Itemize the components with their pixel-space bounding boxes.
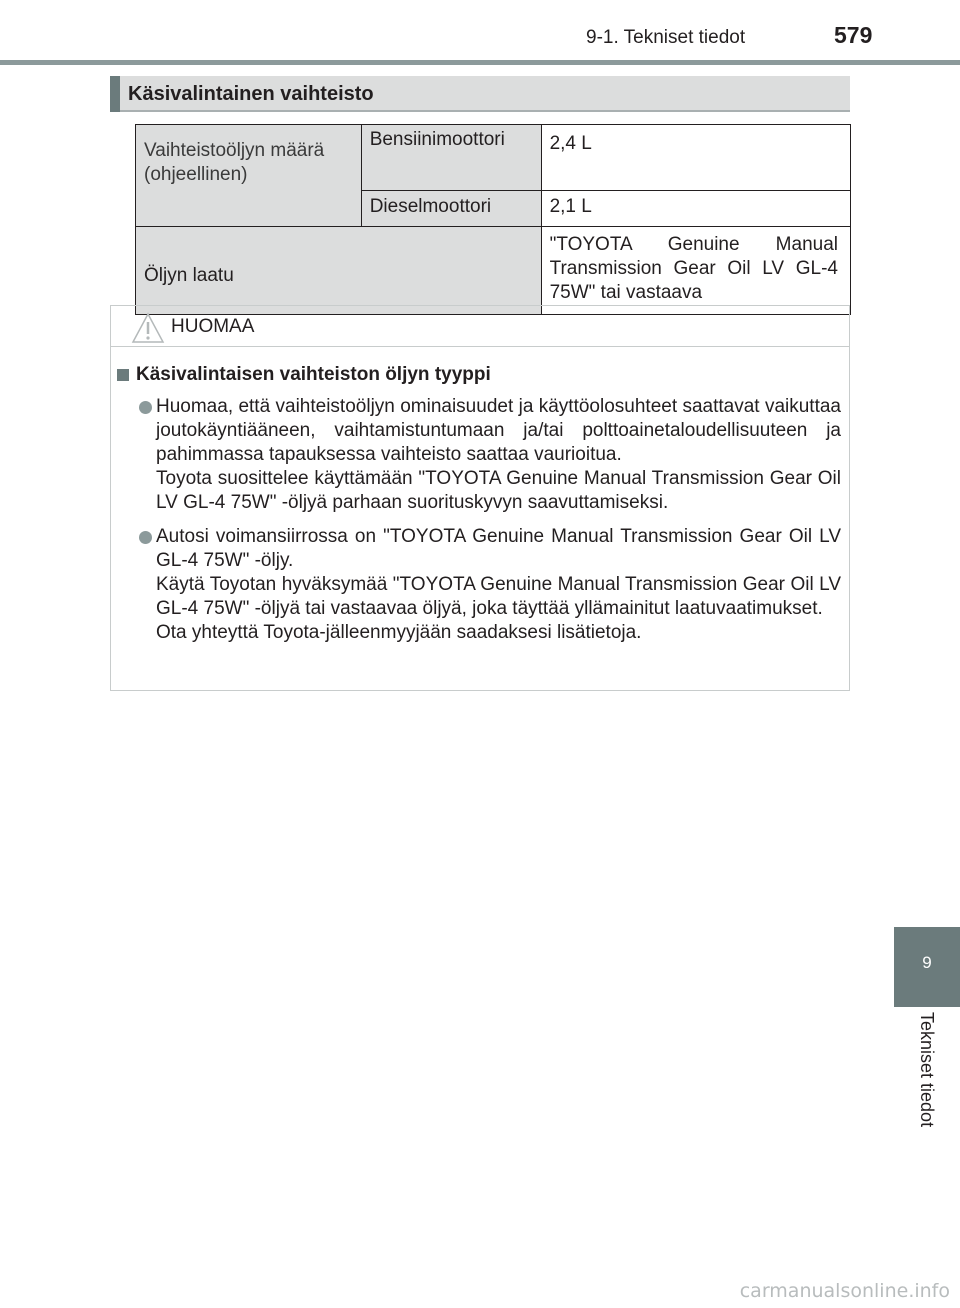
quantity-label-cell	[136, 125, 362, 227]
notice-box	[110, 305, 850, 691]
bullet-text: Käytä Toyotan hyväksymää "TOYOTA Genuine Manual Transmission Gear Oil LV GL-4 75W" -öljyä tai vastaavaa öljyä, joka täyttää yllämainitut laatuvaatimukset.	[156, 574, 841, 619]
section-accent	[110, 76, 120, 112]
quality-value-cell: "TOYOTA Genuine Manual Transmission Gear Oil LV GL-4 75W" tai vastaava	[541, 227, 850, 315]
value-cell: 2,4 L	[541, 125, 850, 191]
table-row	[136, 227, 851, 315]
header-rule	[0, 60, 960, 65]
engine-cell: Dieselmoottori	[361, 191, 541, 227]
watermark: carmanualsonline.info	[739, 1280, 950, 1302]
table-row	[136, 125, 851, 191]
page-number: 579	[834, 22, 873, 48]
value-cell: 2,1 L	[541, 191, 850, 227]
notice-body	[111, 347, 849, 645]
list-item	[117, 395, 841, 515]
spec-table	[135, 124, 851, 315]
running-header-title: 9-1. Tekniset tiedot	[586, 27, 746, 48]
notice-label: HUOMAA	[171, 316, 255, 337]
notice-header	[111, 306, 849, 347]
chapter-tab-label: Tekniset tiedot	[917, 1012, 937, 1128]
quality-label: Öljyn laatu	[144, 264, 234, 286]
bullet-text: Ota yhteyttä Toyota-jälleenmyyjään saadaksesi lisätietoja.	[156, 622, 642, 643]
notice-subheading	[117, 363, 841, 387]
quantity-label: Vaihteistoöljyn määrä (ohjeellinen)	[144, 140, 325, 185]
chapter-number: 9	[922, 953, 932, 972]
list-item	[117, 525, 841, 645]
notice-subheading-text: Käsivalintaisen vaihteiston öljyn tyyppi	[136, 364, 491, 385]
bullet-text: Huomaa, että vaihteistoöljyn ominaisuudet ja käyttöolosuhteet saattavat vaikuttaa joutokäyntiääneen, vaihtamistuntumaan ja/tai polttoainetaloudellisuuteen ja pahimmassa tapauksessa vaihteisto saattaa vaurioitua.	[156, 396, 841, 465]
bullet-text: Toyota suosittelee käyttämään "TOYOTA Genuine Manual Transmission Gear Oil LV GL-4 75W" -öljyä parhaan suorituskyvyn saavuttamiseksi.	[156, 468, 841, 513]
circle-bullet-icon	[139, 401, 152, 414]
bullet-text: Autosi voimansiirrossa on "TOYOTA Genuine Manual Transmission Gear Oil LV GL-4 75W" -öljy.	[156, 526, 841, 571]
square-bullet-icon	[117, 369, 129, 381]
engine-cell: Bensiinimoottori	[361, 125, 541, 191]
circle-bullet-icon	[139, 531, 152, 544]
warning-triangle-icon	[131, 312, 165, 344]
quality-label-cell	[136, 227, 542, 315]
section-title: Käsivalintainen vaihteisto	[128, 83, 374, 105]
section-heading-bar	[110, 76, 850, 112]
chapter-tab	[894, 927, 960, 1007]
